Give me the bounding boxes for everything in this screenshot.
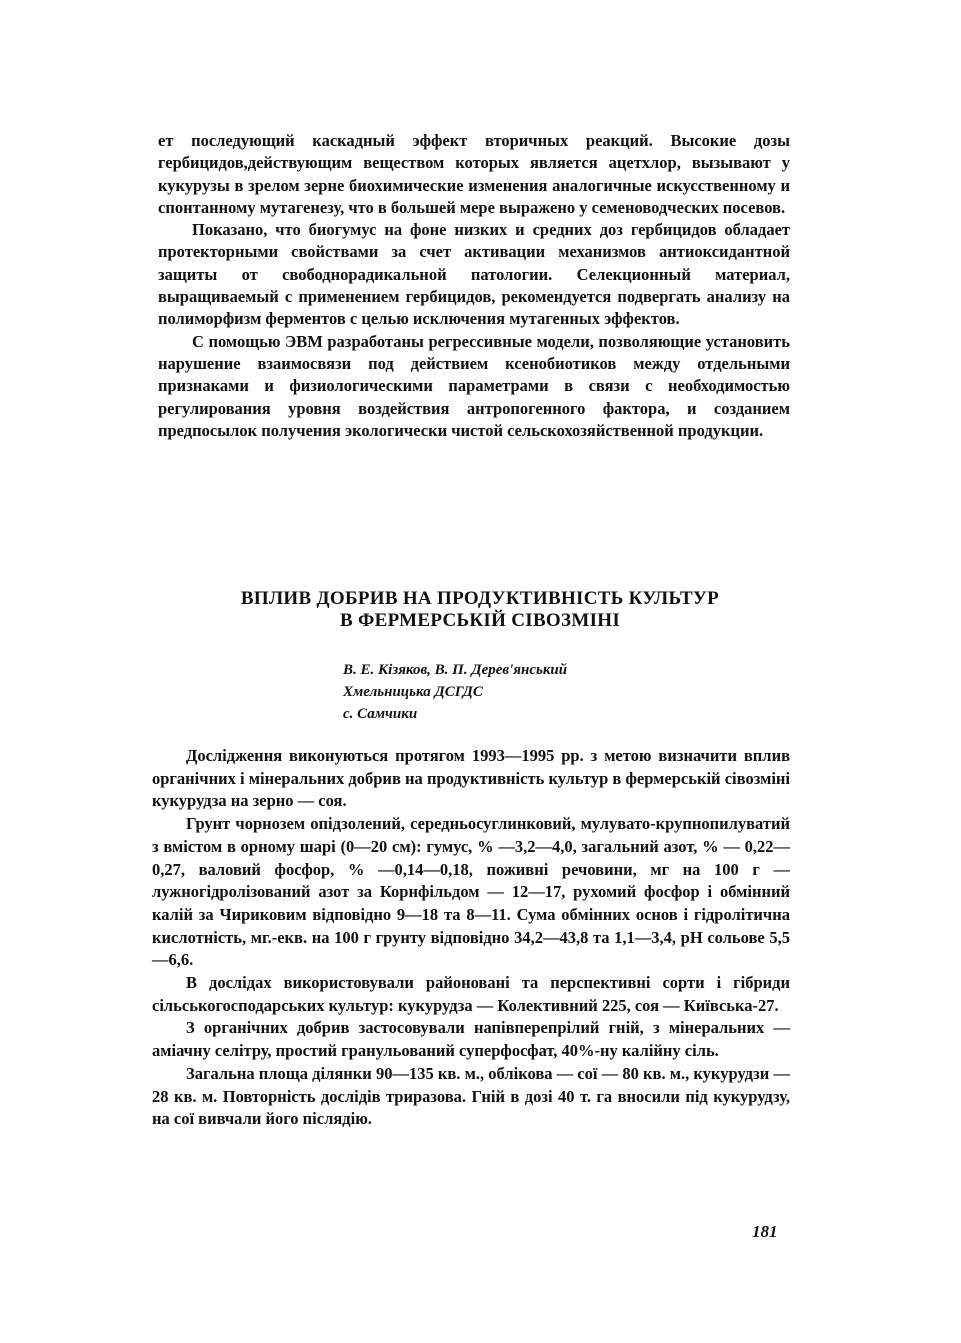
page-number: 181 <box>752 1222 778 1241</box>
article-paragraph-5: Загальна площа ділянки 90—135 кв. м., облікова — сої — 80 кв. м., кукурудзи — 28 кв. м. Повторність дослідів триразова. Гній в дозі 40 т. га вносили під кукурудзу, на сої вивчали його післядію. <box>152 1063 790 1129</box>
article-title-line-1: ВПЛИВ ДОБРИВ НА ПРОДУКТИВНІСТЬ КУЛЬТУР <box>240 588 720 609</box>
article-paragraph-1: Дослідження виконуються протягом 1993—1995 рр. з метою визначити вплив органічних і мінеральних добрив на продуктивність культур в фермерській сівозміні кукурудза на зерно — соя. <box>152 746 790 811</box>
article-paragraph-2: Грунт чорнозем опідзолений, середньосуглинковий, мулувато-крупнопилуватий з вмістом в орному шарі (0—20 см): гумус, % —3,2—4,0, загальний азот, % — 0,22—0,27, валовий фосфор, % —0,14—0,18, поживні речовини, мг на 100 г — лужногідролізований азот за Корнфільдом — 12—17, рухомий фосфор і обмінний калій за Чириковим відповідно 9—18 та 8—11. Сума обмінних основ і гідролітична кислотність, мг.-екв. на 100 г грунту відповідно 34,2—43,8 та 1,1—3,4, pH сольове 5,5—6,6. <box>152 814 790 970</box>
article-paragraph-3: В дослідах використовували районовані та перспективні сорти і гібриди сільськогосподарських культур: кукурудза — Колективний 225, соя — Київська-27. <box>152 973 790 1015</box>
location: с. Самчики <box>343 706 418 722</box>
article-title-line-2: В ФЕРМЕРСЬКІЙ СІВОЗМІНІ <box>339 610 621 631</box>
intro-paragraph-1: ет последующий каскадный эффект вторичных реакций. Высокие дозы гербицидов,действующим веществом которых является ацетхлор, вызывают у кукурузы в зрелом зерне биохимические изменения аналогичные искусственному и спонтанному мутагенезу, что в большей мере выражено у семеноводческих посевов. <box>158 131 790 217</box>
intro-paragraph-2: Показано, что биогумус на фоне низких и средних доз гербицидов обладает протекторными свойствами за счет активации механизмов антиоксидантной защиты от свободнорадикальной патологии. Селекционный материал, выращиваемый с применением гербицидов, рекомендуется подвергать анализу на полиморфизм ферментов с целью исключения мутагенных эффектов. <box>158 220 790 329</box>
institution: Хмельницька ДСГДС <box>343 684 483 700</box>
previous-article-conclusion <box>158 130 790 442</box>
article-paragraph-4: З органічних добрив застосовували напівперепрілий гній, з мінеральних — аміачну селітру, простий гранульований суперфосфат, 40%-ну калійну сіль. <box>152 1018 790 1061</box>
article-title <box>150 588 810 632</box>
authors: В. Е. Кізяков, В. П. Дерев'янський <box>343 662 568 678</box>
article-body <box>152 745 790 1131</box>
author-block <box>343 659 567 725</box>
intro-paragraph-3: С помощью ЭВМ разработаны регрессивные модели, позволяющие установить нарушение взаимосвязи под действием ксенобиотиков между отдельными признаками и физиологическими параметрами в связи с необходимостью регулирования уровня воздействия антропогенного фактора, и созданием предпосылок получения экологически чистой сельскохозяйственной продукции. <box>158 331 790 440</box>
